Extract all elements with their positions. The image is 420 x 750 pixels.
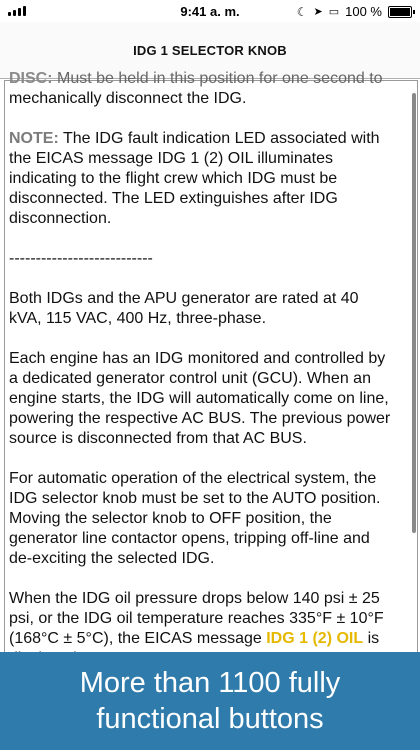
airplay-icon: ▭ [328, 6, 340, 18]
scrollbar-thumb[interactable] [412, 93, 416, 533]
app-screen [0, 22, 420, 652]
battery-icon [388, 6, 412, 18]
description-text [9, 69, 391, 689]
promo-banner [0, 652, 420, 750]
disc-label: DISC: [9, 70, 53, 87]
banner-line-2: functional buttons [96, 703, 324, 735]
banner-line-1: More than 1100 fully [79, 667, 341, 699]
disc-text-line2: mechanically disconnect the IDG. [9, 90, 247, 107]
status-right-group [297, 4, 412, 19]
note-paragraph [9, 129, 391, 229]
paragraph-gcu: Each engine has an IDG monitored and controlled by a dedicated generator control unit (GCU). When an engine starts, the IDG will automatically come on line, powering the respective AC BUS. The previous power source is disconnected from that AC BUS. [9, 350, 391, 447]
status-time: 9:41 a. m. [180, 4, 240, 19]
content-scroll-area[interactable] [4, 70, 418, 654]
paragraph-ratings: Both IDGs and the APU generator are rated at 40 kVA, 115 VAC, 400 Hz, three-phase. [9, 290, 359, 327]
moon-icon: ☾ [296, 4, 308, 19]
note-label: NOTE: [9, 130, 59, 147]
oil-text-start: When the IDG oil pressure drops below 140 psi ± 25 psi, or the IDG oil temperature reaches 335°F ± 10°F (168°C ± 5°C), the EICAS message [9, 590, 384, 647]
disc-paragraph [9, 69, 391, 109]
note-text: The IDG fault indication LED associated with the EICAS message IDG 1 (2) OIL illuminates indicating to the flight crew which IDG must be disconnected. The LED extinguishes after IDG disconnection. [9, 130, 380, 227]
eicas-message-highlight: IDG 1 (2) OIL [266, 630, 364, 647]
oil-text-end: is [367, 630, 380, 647]
divider-text: --------------------------- [9, 250, 153, 267]
paragraph-selector: For automatic operation of the electrical system, the IDG selector knob must be set to the AUTO position. Moving the selector knob to OFF position, the generator line contactor opens, tripping off-line and de-exciting the selected IDG. [9, 470, 381, 567]
location-icon: ➤ [313, 6, 323, 18]
status-bar [0, 0, 420, 22]
disc-text-cut: Must be held in this position for one second to [57, 70, 383, 87]
battery-percent: 100 % [345, 4, 382, 19]
page-title: IDG 1 SELECTOR KNOB [133, 42, 287, 58]
